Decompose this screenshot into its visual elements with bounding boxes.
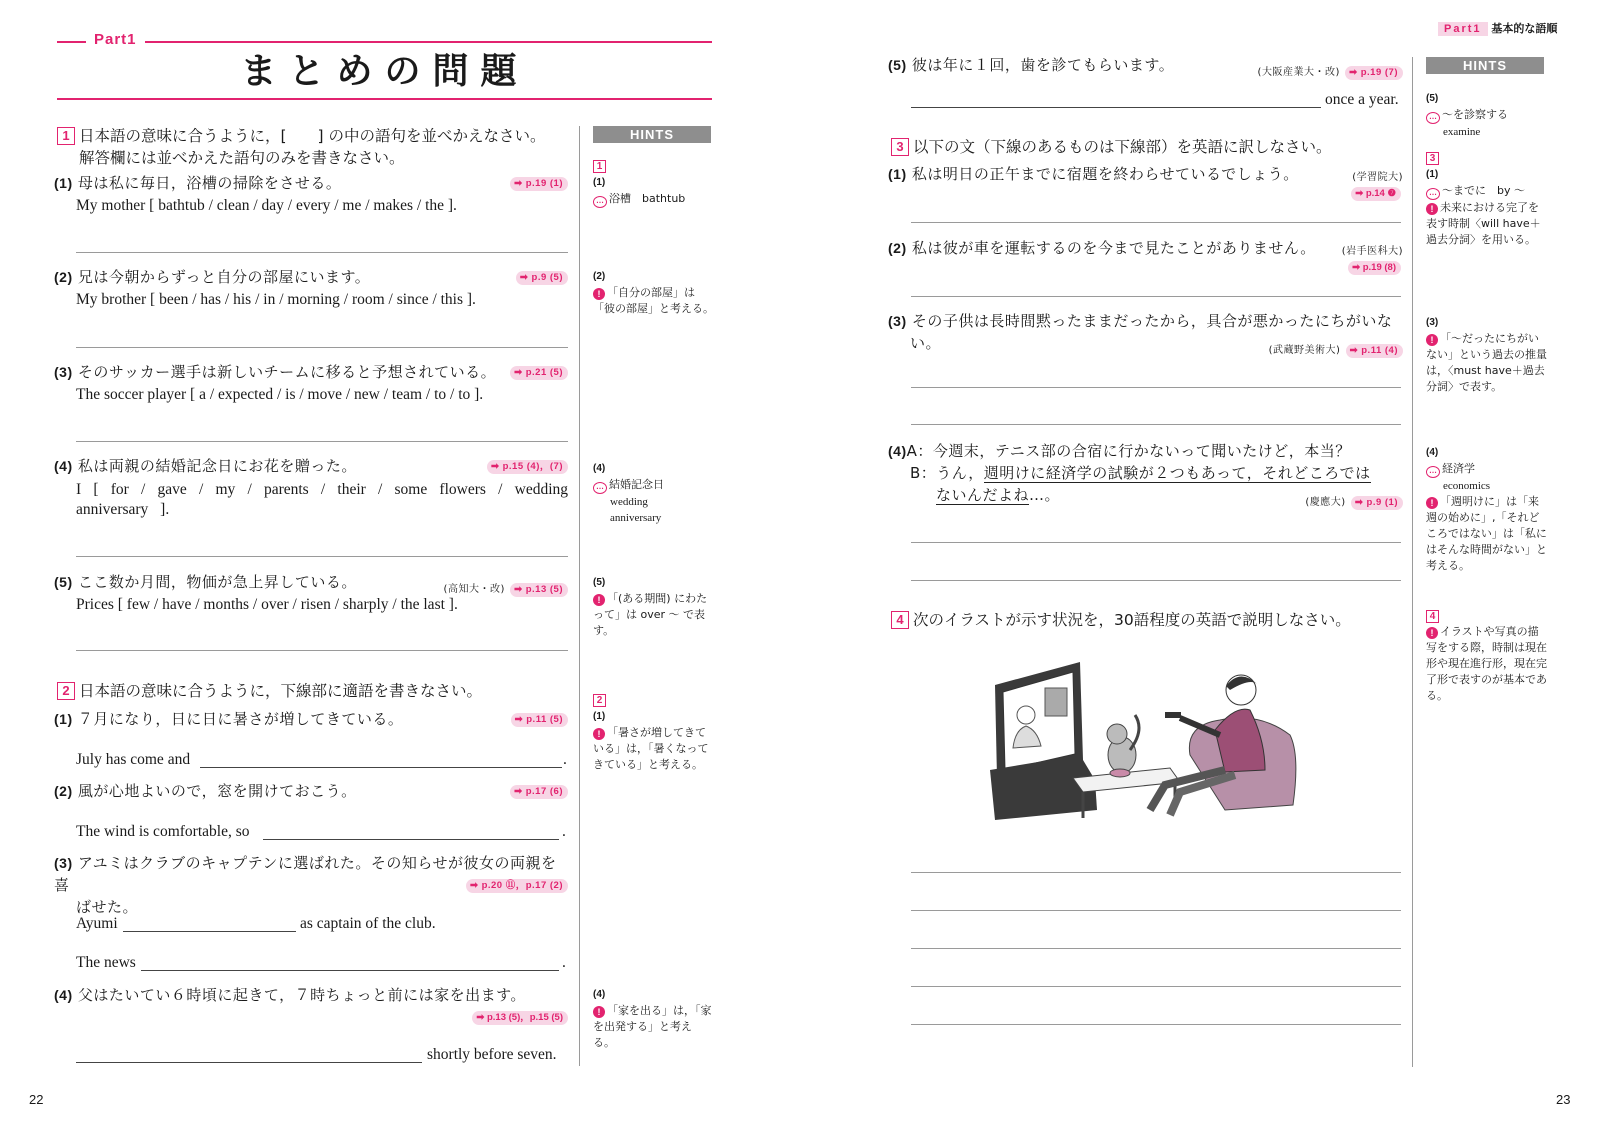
section3-instruction: 3 以下の文（下線のあるものは下線部）を英語に訳しなさい。 xyxy=(891,136,1406,158)
page-number-left: 22 xyxy=(29,1092,44,1107)
hint-s1-2: (2) ! 「自分の部屋」は「彼の部屋」と考える。 xyxy=(593,271,714,315)
part-header-rule xyxy=(57,41,712,43)
exclamation-icon: ! xyxy=(593,288,605,300)
section1-instruction: 1 日本語の意味に合うように，[ ] の中の語句を並べかえなさい。 解答欄には並べかえた語句のみを書きなさい。 xyxy=(57,125,577,169)
s2-q2-answer-prefix: The wind is comfortable, so xyxy=(76,823,250,840)
hints-divider-right xyxy=(1412,57,1413,1067)
page-title: まとめの問題 xyxy=(240,51,529,92)
answer-line[interactable] xyxy=(911,910,1401,911)
hint-s3-3: (3) ! 「〜だったにちがいない」という過去の推量は，〈must have＋過去分詞〉で表す。 xyxy=(1426,317,1547,393)
page-ref-badge[interactable]: ➡ p.14 ❼ xyxy=(1351,187,1401,201)
page-ref-badge[interactable]: ➡ p.19 (7) xyxy=(1345,66,1403,80)
s1-q4: (4) 私は両親の結婚記念日にお花を贈った。 ➡ p.15 (4)，(7) xyxy=(54,455,568,477)
hint-s2-4: (4) ! 「家を出る」は，「家を出発する」と考える。 xyxy=(593,989,712,1049)
answer-line[interactable] xyxy=(911,986,1401,987)
hints-divider-left xyxy=(579,126,580,1066)
s1-q1-english: My mother [ bathtub / clean / day / every / me / makes / the ]. xyxy=(76,197,457,214)
exclamation-icon: ! xyxy=(593,728,605,740)
section4-instruction: 4 次のイラストが示す状況を，30語程度の英語で説明しなさい。 xyxy=(891,609,1406,631)
hint-s1-1: 1 (1) … 浴槽 bathtub xyxy=(593,158,713,208)
answer-line[interactable] xyxy=(911,948,1401,949)
answer-line[interactable] xyxy=(911,872,1401,873)
section-number-box: 1 xyxy=(57,127,75,145)
s1-q3-english: The soccer player [ a / expected / is / move / new / team / to / to ]. xyxy=(76,386,484,403)
s3-q1: (1) 私は明日の正午までに宿題を終わらせているでしょう。 (学習院大) xyxy=(888,165,1403,183)
s3-q2: (2) 私は彼が車を運転するのを今まで見たことがありません。 (岩手医科大) xyxy=(888,239,1403,257)
exclamation-icon: ! xyxy=(1426,334,1438,346)
page-ref-badge[interactable]: ➡ p.20 ⑪，p.17 (2) xyxy=(466,879,568,893)
s2-q2: (2) 風が心地よいので，窓を開けておこう。 ➡ p.17 (6) xyxy=(54,780,568,802)
s2-q1-answer-prefix: July has come and xyxy=(76,751,191,768)
fill-blank[interactable] xyxy=(141,970,559,971)
answer-line[interactable] xyxy=(911,1024,1401,1025)
answer-line[interactable] xyxy=(76,441,568,442)
answer-line[interactable] xyxy=(911,424,1401,425)
page-ref-badge[interactable]: ➡ p.11 (5) xyxy=(511,713,568,727)
s1-q5-english: Prices [ few / have / months / over / risen / sharply / the last ]. xyxy=(76,596,458,613)
exclamation-icon: ! xyxy=(1426,203,1438,215)
exclamation-icon: ! xyxy=(1426,497,1438,509)
s1-q5: (5) ここ数か月間，物価が急上昇している。 (高知大・改) ➡ p.13 (5) xyxy=(54,571,568,593)
exclamation-icon: ! xyxy=(593,1006,605,1018)
answer-line[interactable] xyxy=(76,252,568,253)
illustration-tv-cat-man xyxy=(985,660,1320,835)
page-number-right: 23 xyxy=(1556,1092,1571,1107)
answer-line[interactable] xyxy=(76,347,568,348)
part-label: Part1 xyxy=(86,31,145,48)
exclamation-icon: ! xyxy=(593,594,605,606)
s2-q3-answer1-prefix: Ayumi xyxy=(76,915,118,932)
textbook-spread: Part1 まとめの問題 HINTS 1 日本語の意味に合うように，[ ] の中の語句を並べかえなさい。 解答欄には並べかえた語句のみを書きなさい。 (1) 母は私に毎日，浴槽の掃除をさせる。 ➡ p.19 (1) My mother [ bathtub / clean / day / every / me / makes / the ]. (2) 兄は今朝からずっと自分の部屋にいます。 ➡ p.9 (5) My brother [ been / has / his / in / morning / room / since / this ]. (3) そのサッカー選手は新しいチームに移ると予想されている。 ➡ p.21 (5) The soccer player [ a / expected / is / move / new / team / to / to ]. (4) 私は両親の結婚記念日にお花を贈った。 ➡ p.15 (4)，(7) I [ for / gave / my / parents / their / some flowers / wedding anniversary ]. (5) ここ数か月間，物価が急上昇している。 (高知大・改) ➡ p.13 (5) Prices [ few / have / months / over / risen / sharply / the last ]. 2 日本語の意味に合うように，下線部に適語を書きなさい。 (1) ７月になり，日に日に暑さが増してきている。 ➡ p.11 (5) July has come and . (2) 風が心地よいので，窓を開けておこう。 ➡ p.17 (6) The wind is comfortable, so . (3) アユミはクラブのキャプテンに選ばれた。その知らせが彼女の両親を喜 ばせた。 ➡ p.20 ⑪，p.17 (2) Ayumi as captain of the club. The news . (4) 父はたいてい６時頃に起きて，７時ちょっと前には家を出ます。 ➡ p.13 (5)，p.15 (5) shortly before seven. 1 (1) … 浴槽 bathtub (2) ! 「自分の部屋」は「彼の部屋」と考える。 (4) … 結婚記念日 wedding anniversary (5) ! 「(ある期間) にわたって」は over 〜 で表す。 2 (1) ! 「暑さが増してきている」は，「暑くなってきている」と考える。 (4) ! 「家を出る」は，「家を出発する」と考える。 22 Part1 基本的な語順 HINTS (5) 彼は年に１回，歯を診てもらいます。 (大阪産業大・改) ➡ p.19 (7) once a year. 3 以下の文（下線のあるものは下線部）を英語に訳しなさい。 (1) 私は明日の正午までに宿題を終わらせているでしょう。 (学習院大) ➡ p.14 ❼ (2) 私は彼が車を運転するのを今まで見たことがありません。 (岩手医科大) ➡ p.19 (8) (3) その子供は長時間黙ったままだったから，具合が悪かったにちがいな い。 (武蔵野美術大) ➡ p.11 (4) (4)A：今週末，テニス部の合宿に行かないって聞いたけど，本当？ B：うん，週明けに経済学の試験が２つもあって，それどころでは ないんだよね…。 (慶應大) ➡ p.9 (1) 4 次のイラストが示す状況を，30語程度の英語で説明しなさい。 (5) … 〜を診察する examine 3 (1) … 〜までに by 〜 ! 未来における完了を表す時制〈will have＋過去分詞〉を用いる。 (3) ! 「〜だったにちがいない」という過去の推量は，〈must have＋過去分詞〉で表す。 (4) … 経済学 economics ! 「週明けに」は「来週の始めに」,「それどころではない」は「私にはそんな時間がない」と考える。 4 ! イラストや写真の描写をする際，時制は現在形や現在進行形，現在完了形で表すのが基本である。 23 xyxy=(29,22,1571,1107)
s1-q3: (3) そのサッカー選手は新しいチームに移ると予想されている。 ➡ p.21 (5) xyxy=(54,361,568,383)
exclamation-icon: ! xyxy=(1426,627,1438,639)
page-ref-badge[interactable]: ➡ p.21 (5) xyxy=(510,366,568,380)
hint-s4: 4 ! イラストや写真の描写をする際，時制は現在形や現在進行形，現在完了形で表すのが基本である。 xyxy=(1426,611,1547,702)
section-number-box: 2 xyxy=(57,682,75,700)
answer-line[interactable] xyxy=(911,222,1401,223)
hint-s1-5: (5) ! 「(ある期間) にわたって」は over 〜 で表す。 xyxy=(593,577,708,637)
page-ref-badge[interactable]: ➡ p.17 (6) xyxy=(510,785,568,799)
hint-s1-4: (4) … 結婚記念日 wedding anniversary xyxy=(593,463,664,524)
section-number-box: 4 xyxy=(891,611,909,629)
hint-s3-4: (4) … 経済学 economics ! 「週明けに」は「来週の始めに」,「それどころではない」は「私にはそんな時間がない」と考える。 xyxy=(1426,447,1547,572)
answer-line[interactable] xyxy=(911,580,1401,581)
section-number-box: 3 xyxy=(891,138,909,156)
hints-header-left: HINTS xyxy=(593,126,711,143)
hints-header-right: HINTS xyxy=(1426,57,1544,74)
page-ref-badge[interactable]: ➡ p.9 (5) xyxy=(516,271,568,285)
vocab-icon: … xyxy=(1426,188,1440,200)
s3-q4: (4)A：今週末，テニス部の合宿に行かないって聞いたけど，本当？ B：うん，週明けに経済学の試験が２つもあって，それどころでは ないんだよね…。 (慶應大) ➡ p.9 (1) xyxy=(888,440,1403,506)
answer-line[interactable] xyxy=(76,556,568,557)
s2-q3: (3) アユミはクラブのキャプテンに選ばれた。その知らせが彼女の両親を喜 ばせた。 ➡ p.20 ⑪，p.17 (2) xyxy=(54,852,568,918)
vocab-icon: … xyxy=(1426,466,1440,478)
fill-blank[interactable] xyxy=(200,767,562,768)
s2-q4: (4) 父はたいてい６時頃に起きて，７時ちょっと前には家を出ます。 xyxy=(54,986,526,1004)
page-ref-badge[interactable]: ➡ p.19 (1) xyxy=(510,177,568,191)
s3-q3: (3) その子供は長時間黙ったままだったから，具合が悪かったにちがいな い。 (武蔵野美術大) ➡ p.11 (4) xyxy=(888,310,1403,354)
hint-s3-1: 3 (1) … 〜までに by 〜 ! 未来における完了を表す時制〈will have＋過去分詞〉を用いる。 xyxy=(1426,153,1541,246)
title-rule xyxy=(57,98,712,100)
page-ref-badge[interactable]: ➡ p.15 (4)，(7) xyxy=(487,460,568,474)
s2-q3-answer2-prefix: The news xyxy=(76,954,136,971)
answer-line[interactable] xyxy=(911,387,1401,388)
vocab-icon: … xyxy=(1426,112,1440,124)
page-ref-badge[interactable]: ➡ p.9 (1) xyxy=(1351,496,1403,510)
answer-line[interactable] xyxy=(76,650,568,651)
vocab-icon: … xyxy=(593,196,607,208)
page-ref-badge[interactable]: ➡ p.13 (5) xyxy=(510,583,568,597)
s1-q2: (2) 兄は今朝からずっと自分の部屋にいます。 ➡ p.9 (5) xyxy=(54,266,568,288)
s1-q1: (1) 母は私に毎日，浴槽の掃除をさせる。 ➡ p.19 (1) xyxy=(54,172,568,194)
fill-blank[interactable] xyxy=(76,1062,422,1063)
page-ref-badge[interactable]: ➡ p.13 (5)，p.15 (5) xyxy=(472,1011,568,1025)
page-ref-badge[interactable]: ➡ p.11 (4) xyxy=(1346,344,1403,358)
vocab-icon: … xyxy=(593,482,607,494)
page-ref-badge[interactable]: ➡ p.19 (8) xyxy=(1348,261,1401,275)
section2-instruction: 2 日本語の意味に合うように，下線部に適語を書きなさい。 xyxy=(57,680,577,702)
s1-q2-english: My brother [ been / has / his / in / morning / room / since / this ]. xyxy=(76,291,476,308)
answer-line[interactable] xyxy=(911,542,1401,543)
hint-s1-5b: (5) … 〜を診察する examine xyxy=(1426,93,1508,138)
fill-blank[interactable] xyxy=(263,839,559,840)
s1-q4-english: I [ for / gave / my / parents / their / some flowers / wedding anniversary ]. xyxy=(76,481,568,518)
s1-q5-cont: (5) 彼は年に１回，歯を診てもらいます。 (大阪産業大・改) ➡ p.19 (7) xyxy=(888,54,1403,76)
s2-q1: (1) ７月になり，日に日に暑さが増してきている。 ➡ p.11 (5) xyxy=(54,708,568,730)
fill-blank[interactable] xyxy=(911,107,1321,108)
answer-line[interactable] xyxy=(911,296,1401,297)
running-header: Part1 基本的な語順 xyxy=(1438,20,1557,36)
hint-s2-1: 2 (1) ! 「暑さが増してきている」は，「暑くなってきている」と考える。 xyxy=(593,695,709,771)
fill-blank[interactable] xyxy=(123,931,296,932)
